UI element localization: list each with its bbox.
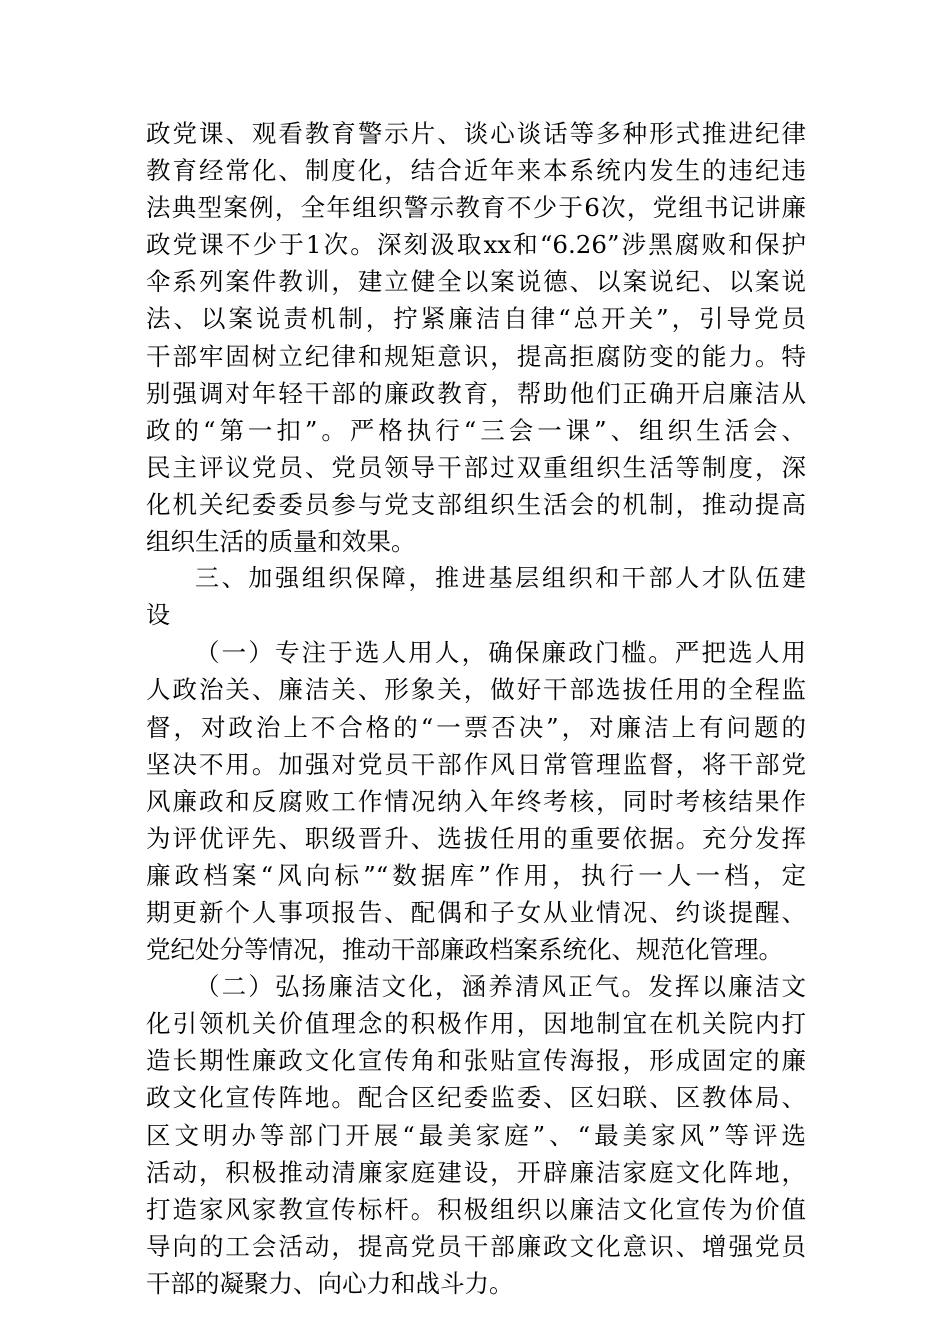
- text-line: 政党课不少于1次。深刻汲取xx和“6.26”涉黑腐败和保护: [146, 230, 806, 260]
- text-line: 法典型案例，全年组织警示教育不少于6次，党组书记讲廉: [146, 193, 806, 223]
- text-line: 民主评议党员、党员领导干部过双重组织生活等制度，深: [146, 452, 806, 482]
- text-line: 造长期性廉政文化宣传角和张贴宣传海报，形成固定的廉: [146, 1046, 806, 1076]
- text-line: 化机关纪委委员参与党支部组织生活会的机制，推动提高: [146, 489, 806, 519]
- document-page: [146, 115, 806, 1302]
- text-line: 区文明办等部门开展“最美家庭”、“最美家风”等评选: [146, 1120, 806, 1150]
- text-line: 政党课、观看教育警示片、谈心谈话等多种形式推进纪律: [146, 119, 806, 148]
- text-line: 期更新个人事项报告、配偶和子女从业情况、约谈提醒、: [146, 897, 806, 927]
- text-line: 坚决不用。加强对党员干部作风日常管理监督，将干部党: [146, 749, 806, 779]
- text-line: 廉政档案“风向标”“数据库”作用，执行一人一档，定: [146, 860, 806, 890]
- paragraph-discipline-education: [146, 115, 806, 560]
- text-line: （一）专注于选人用人，确保廉政门槛。严把选人用: [195, 638, 806, 668]
- text-line: 干部的凝聚力、向心力和战斗力。: [146, 1268, 514, 1298]
- text-line: 别强调对年轻干部的廉政教育，帮助他们正确开启廉洁从: [146, 378, 806, 408]
- text-line: 干部牢固树立纪律和规矩意识，提高拒腐防变的能力。特: [146, 341, 806, 371]
- text-line: 教育经常化、制度化，结合近年来本系统内发生的违纪违: [146, 156, 806, 186]
- paragraph-integrity-culture: [146, 968, 806, 1302]
- text-line: 法、以案说责机制，拧紧廉洁自律“总开关”，引导党员: [146, 304, 806, 334]
- text-line: 导向的工会活动，提高党员干部廉政文化意识、增强党员: [146, 1231, 806, 1261]
- text-line: 督，对政治上不合格的“一票否决”，对廉洁上有问题的: [146, 712, 806, 742]
- text-line: 活动，积极推动清廉家庭建设，开辟廉洁家庭文化阵地，: [146, 1157, 806, 1187]
- text-line: 政的“第一扣”。严格执行“三会一课”、组织生活会、: [146, 415, 806, 445]
- text-line: 组织生活的质量和效果。: [146, 527, 416, 557]
- text-line: （二）弘扬廉洁文化，涵养清风正气。发挥以廉洁文: [195, 972, 806, 1002]
- text-line: 伞系列案件教训，建立健全以案说德、以案说纪、以案说: [146, 267, 806, 297]
- text-line: 人政治关、廉洁关、形象关，做好干部选拔任用的全程监: [146, 675, 806, 705]
- heading-line: 三、加强组织保障，推进基层组织和干部人才队伍建: [195, 564, 806, 593]
- text-line: 化引领机关价值理念的积极作用，因地制宜在机关院内打: [146, 1009, 806, 1039]
- heading-line: 设: [146, 601, 170, 630]
- paragraph-personnel-selection: [146, 634, 806, 968]
- text-line: 党纪处分等情况，推动干部廉政档案系统化、规范化管理。: [146, 935, 783, 965]
- text-line: 政文化宣传阵地。配合区纪委监委、区妇联、区教体局、: [146, 1083, 806, 1113]
- section-heading-3: [146, 560, 806, 634]
- text-line: 为评优评先、职级晋升、选拔任用的重要依据。充分发挥: [146, 823, 806, 853]
- text-line: 打造家风家教宣传标杆。积极组织以廉洁文化宣传为价值: [146, 1194, 806, 1224]
- text-line: 风廉政和反腐败工作情况纳入年终考核，同时考核结果作: [146, 786, 806, 816]
